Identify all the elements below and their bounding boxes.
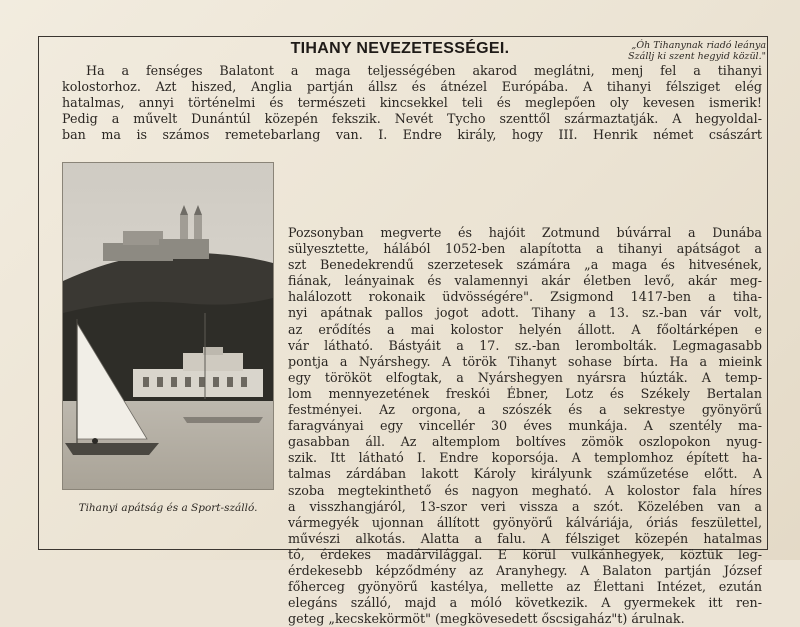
text-line: érdekesebb képződmény az Aranyhegy. A Balaton partján József bbox=[288, 562, 762, 578]
quote bbox=[580, 40, 766, 62]
intro-text bbox=[62, 63, 762, 143]
page-title: TIHANY NEVEZETESSÉGEI. bbox=[290, 40, 510, 57]
text-line: vár látható. Bástyáit a 17. sz.-ban lerombolták. Legmagasabb bbox=[288, 337, 762, 353]
text-line: Pedig a művelt Dunántúl közepén fekszik. Nevét Tycho szenttől származtatják. A hegyoldal- bbox=[62, 111, 762, 127]
text-line: sülyesztette, hálából 1052-ben alapította a tihanyi apátságot a bbox=[288, 241, 762, 257]
text-line: kolostorhoz. Azt hiszed, Anglia partján állsz és átnézel Európába. A tihanyi félsziget elég bbox=[62, 79, 762, 95]
quote-line-1: „Óh Tihanynak riadó leánya bbox=[631, 40, 766, 51]
text-line: fiának, leányainak és valamennyi akár életben levő, akár meg- bbox=[288, 273, 762, 289]
main-text-column bbox=[288, 225, 762, 627]
text-line: Pozsonyban megverte és hajóit Zotmund búvárral a Dunába bbox=[288, 225, 762, 240]
abbey-illustration bbox=[63, 163, 273, 489]
text-line: a visszhangjáról, 13-szor veri vissza a szót. Közelében van a bbox=[288, 498, 762, 514]
text-line: szik. Itt látható I. Endre koporsója. A templomhoz épített ha- bbox=[288, 450, 762, 466]
text-line: gasabban áll. Az altemplom boltíves zömök oszlopokon nyug- bbox=[288, 434, 762, 450]
text-line: egy törököt elfogtak, a Nyárshegyen nyársra húzták. A temp- bbox=[288, 369, 762, 385]
text-line: geteg „kecskekörmöt" (megkövesedett őscsigaház"t) árulnak. bbox=[288, 611, 685, 627]
text-line: tó, érdekes madárvilággal. E körül vulkánhegyek, köztük leg- bbox=[288, 546, 762, 562]
photo-caption: Tihanyi apátság és a Sport-szálló. bbox=[78, 502, 258, 514]
quote-line-2: Szállj ki szent hegyid közül." bbox=[628, 51, 766, 62]
text-line: faragványai egy vincellér 30 éves munkája. A szentély ma- bbox=[288, 418, 762, 434]
text-line: ban ma is számos remetebarlang van. I. Endre király, hogy III. Henrik német császárt bbox=[62, 127, 762, 143]
text-line: főherceg gyönyörű kastélya, mellette az Élettani Intézet, ezután bbox=[288, 579, 762, 595]
text-line: szt Benedekrendű szerzetesek számára „a maga és hitvesének, bbox=[288, 257, 762, 273]
text-line: Ha a fenséges Balatont a maga teljességében akarod meglátni, menj fel a tihanyi bbox=[86, 63, 762, 78]
text-line: vármegyék ujonnan állított gyönyörű kálváriája, óriás feszülettel, bbox=[288, 514, 762, 530]
text-line: művészi alkotás. Alatta a falu. A félsziget közepén hatalmas bbox=[288, 530, 762, 546]
photo-abbey bbox=[62, 162, 274, 490]
text-line: halálozott rokonaik üdvösségére". Zsigmond 1417-ben a tiha- bbox=[288, 289, 762, 305]
text-line: pontja a Nyárshegy. A török Tihanyt sohase bírta. Ha a mieink bbox=[288, 353, 762, 369]
text-line: szoba megtekinthető és nagyon megható. A kolostor fala híres bbox=[288, 482, 762, 498]
text-line: elegáns szálló, majd a móló következik. A gyermekek itt ren- bbox=[288, 595, 762, 611]
text-line: festményei. Az orgona, a szószék és a sekrestye gyönyörű bbox=[288, 402, 762, 418]
text-line: hatalmas, annyi történelmi és természeti kincsekkel teli és meglepően oly kevesen ismerik! bbox=[62, 95, 762, 111]
text-line: talmas zárdában lakott Károly királyunk száműzetése előtt. A bbox=[288, 466, 762, 482]
text-line: lom mennyezetének freskói Ébner, Lotz és Székely Bertalan bbox=[288, 385, 762, 401]
text-line: nyi apátnak pallos jogot adott. Tihany a 13. sz.-ban vár volt, bbox=[288, 305, 762, 321]
text-line: az erődítés a mai kolostor helyén állott. A főoltárképen e bbox=[288, 321, 762, 337]
